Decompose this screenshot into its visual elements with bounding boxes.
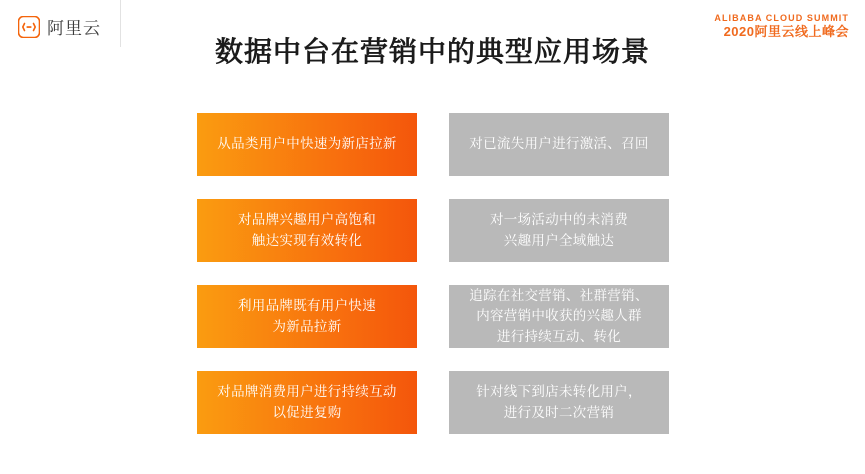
scenario-card [197,371,417,434]
scenario-card [449,199,669,262]
scenario-card [449,113,669,176]
scenario-card [449,285,669,348]
scenario-card [197,199,417,262]
scenario-card [197,113,417,176]
summit-title-cn: 2020阿里云线上峰会 [723,24,849,40]
scenario-card [449,371,669,434]
scenario-card-label: 对品牌兴趣用户高饱和 触达实现有效转化 [238,212,376,248]
scenario-grid [197,113,669,434]
scenario-card [197,285,417,348]
summit-title-en: ALIBABA CLOUD SUMMIT [714,13,849,23]
scenario-card-label: 对一场活动中的未消费 兴趣用户全域触达 [490,212,628,248]
page-title: 数据中台在营销中的典型应用场景 [214,36,650,67]
scenario-column-right [449,113,669,434]
scenario-column-left [197,113,417,434]
brand-name: 阿里云 [47,19,101,38]
scenario-card-label: 针对线下到店未转化用户， 进行及时二次营销 [476,384,642,420]
scenario-card-label: 追踪在社交营销、社群营销、 内容营销中收获的兴趣人群 进行持续互动、转化 [469,288,649,344]
scenario-card-label: 利用品牌既有用户快速 为新品拉新 [238,298,376,334]
scenario-card-label: 对已流失用户进行激活、召回 [469,136,649,152]
scenario-card-label: 从品类用户中快速为新店拉新 [217,136,397,152]
scenario-card-label: 对品牌消费用户进行持续互动 以促进复购 [217,384,397,420]
